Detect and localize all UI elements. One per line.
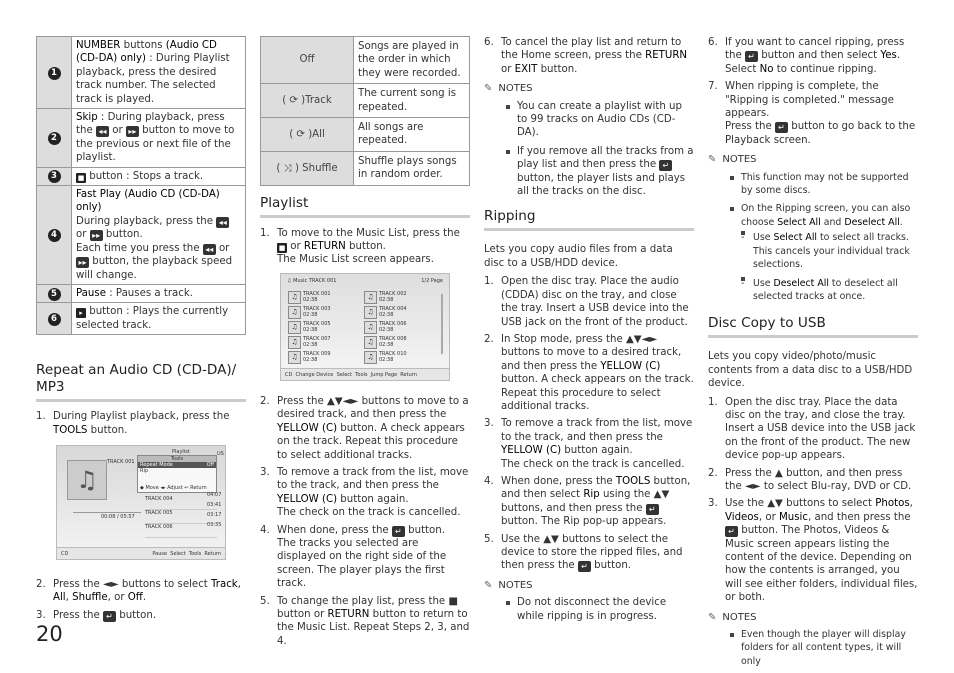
- playlist-step-6: [484, 36, 694, 76]
- track-name: TRACK 008: [379, 335, 407, 342]
- list-item: 5. To change the play list, press the ■ button or RETURN button to return to the Music List. Repeat Steps 2, 3, and 4.: [260, 595, 470, 647]
- music-file-icon: ♫: [288, 336, 301, 349]
- pencil-icon: ✎: [708, 611, 717, 623]
- number-badge: 1: [48, 67, 61, 80]
- music-note-icon: ♫: [67, 460, 107, 500]
- notes-label: ✎ NOTES: [708, 154, 757, 166]
- next-icon: ▸▸: [126, 126, 139, 137]
- ripping-steps: [484, 275, 694, 573]
- track-time: 02:38: [379, 326, 394, 333]
- footer-return: Return: [400, 371, 417, 378]
- table-row: [261, 151, 470, 185]
- list-item: 1. Open the disc tray. Place the data disc on the tray, and close the tray. Insert a USB device into the USB jack on the front of the product. The new device pop-up appears.: [708, 396, 916, 462]
- list-item: Do not disconnect the device while ripping is in progress.: [501, 596, 694, 623]
- repeat-mode: ( ⟳ )Track: [261, 84, 354, 118]
- list-item[interactable]: [364, 320, 434, 334]
- column-2: [260, 36, 470, 652]
- list-item[interactable]: TRACK 004: [145, 496, 217, 510]
- button-function-table: [36, 36, 246, 335]
- list-item[interactable]: [288, 305, 358, 319]
- enter-icon: ↵: [392, 526, 405, 537]
- footer-source: CD: [285, 371, 293, 378]
- list-item: 6. If you want to cancel ripping, press the ↵ button and then select Yes. Select No to continue ripping.: [708, 37, 905, 75]
- ripping-notes: [501, 596, 694, 623]
- music-file-icon: ♫: [288, 306, 301, 319]
- mode-description: All songs are repeated.: [354, 118, 470, 152]
- number-badge: 5: [48, 288, 61, 301]
- list-item[interactable]: [288, 320, 358, 334]
- repeat-heading: Repeat an Audio CD (CD-DA)/ MP3: [36, 362, 246, 402]
- repeat-steps-list: [36, 410, 246, 437]
- play-icon: ▸: [76, 308, 86, 318]
- elapsed-time: 00:08 / 05:57: [101, 513, 135, 520]
- bold-term: Select All: [777, 216, 821, 228]
- scrollbar[interactable]: [441, 294, 443, 354]
- list-item[interactable]: TRACK 006: [145, 524, 217, 538]
- notes-label: ✎ NOTES: [708, 611, 757, 623]
- bold-term: YELLOW (C): [600, 360, 661, 372]
- music-file-icon: ♫: [364, 336, 377, 349]
- track-time: 02:38: [379, 311, 394, 318]
- row-number: [37, 186, 72, 285]
- row-number: [37, 37, 72, 109]
- list-item: If you remove all the tracks from a play list and then press the ↵ button, the player lists and plays all the tracks on the disc.: [501, 145, 694, 199]
- list-item: 3. To remove a track from the list, move to the track, and then press the YELLOW (C) button again. The check on the track is cancelled.: [484, 418, 693, 470]
- track-time: 02:38: [379, 341, 394, 348]
- music-file-icon: ♫: [364, 351, 377, 364]
- screen-title: Playlist: [172, 448, 190, 455]
- track-time: 04:07: [207, 491, 222, 498]
- playlist-heading: Playlist: [260, 195, 470, 218]
- enter-icon: ↵: [646, 504, 659, 515]
- enter-icon: ↵: [745, 51, 758, 62]
- playlist-screenshot: [56, 445, 226, 560]
- bold-term: Select All: [773, 232, 818, 244]
- footer-return: Return: [204, 550, 221, 557]
- bold-term: Pause: [76, 287, 106, 299]
- ripping-steps-cont: [708, 36, 918, 147]
- mode-description: The current song is repeated.: [354, 84, 470, 118]
- table-row: [37, 167, 246, 185]
- row-description: Pause : Pauses a track.: [72, 284, 246, 302]
- playlist-steps-1: [260, 227, 470, 267]
- bold-term: Track: [211, 578, 238, 590]
- music-file-icon: ♫: [364, 306, 377, 319]
- notes-label: ✎ NOTES: [484, 579, 533, 591]
- track-name: TRACK 002: [379, 290, 407, 297]
- track-time: 02:38: [379, 356, 394, 363]
- list-item: 1. During Playlist playback, press the TOOLS button.: [36, 411, 230, 436]
- list-item: 2. Press the ▲ button, and then press the ◄► to select Blu-ray, DVD or CD.: [708, 467, 912, 492]
- list-item: 2. Press the ◄► buttons to select Track, All, Shuffle, or Off.: [36, 578, 241, 604]
- track-name: TRACK 001: [303, 290, 331, 297]
- column-4: [708, 36, 918, 673]
- row-description: NUMBER buttons (Audio CD (CD-DA) only) : During Playlist playback, press the desired track number. The selected track is played.: [72, 37, 246, 109]
- row-description: ▸ button : Plays the currently selected track.: [72, 303, 246, 335]
- table-row: [261, 37, 470, 84]
- list-item[interactable]: [364, 335, 434, 349]
- row-description: Fast Play (Audio CD (CD-DA) only) During playback, press the ◂◂ or ▸▸ button. Each time you press the ◂◂ or ▸▸ button, the playback speed will change.: [72, 186, 246, 285]
- list-item: 4. When done, press the TOOLS button, and then select Rip using the ▲▼ buttons, and then press the ↵ button. The Rip pop-up appears.: [484, 475, 691, 528]
- return-hint: Return: [190, 484, 207, 491]
- footer-source: CD: [61, 550, 69, 557]
- tools-popup: [137, 455, 217, 493]
- disc-copy-heading: Disc Copy to USB: [708, 315, 918, 338]
- enter-icon: ↵: [659, 160, 672, 171]
- bold-term: RETURN: [327, 608, 370, 620]
- bold-term: All: [53, 592, 66, 604]
- bold-term: Rip: [583, 489, 600, 501]
- row-number: [37, 284, 72, 302]
- list-item: 3. Press the ↵ button.: [36, 609, 157, 621]
- row-description: ■ button : Stops a track.: [72, 167, 246, 185]
- track-name: TRACK 006: [379, 320, 407, 327]
- list-item[interactable]: TRACK 005: [145, 510, 217, 524]
- list-item: 3. Use the ▲▼ buttons to select Photos, Videos, or Music, and then press the ↵ button. The Photos, Videos & Music screen appears listing the content of the device. Depending on how the contents is arranged, you will see either folders, individual files, or both.: [708, 498, 918, 604]
- list-item[interactable]: [288, 290, 358, 304]
- list-item[interactable]: [364, 290, 434, 304]
- bold-term: Off: [127, 592, 143, 604]
- disc-copy-notes: [725, 628, 918, 668]
- column-3: [484, 36, 694, 628]
- number-badge: 4: [48, 229, 61, 242]
- bold-term: NUMBER: [76, 40, 121, 51]
- repeat-mode-table: [260, 36, 470, 186]
- track-time: 02:38: [379, 296, 394, 303]
- repeat-mode: ( ⤨ ) Shuffle: [261, 151, 354, 185]
- table-row: [37, 109, 246, 168]
- bold-term: TOOLS: [53, 424, 88, 436]
- grid-row: [288, 335, 438, 350]
- track-time: 03:41: [207, 501, 222, 508]
- list-item: 4. When done, press the ↵ button. The tracks you selected are displayed on the right side of the screen. The player plays the first track.: [260, 524, 447, 590]
- list-item: - Use Select All to select all tracks. This cancels your individual track selections.: [741, 231, 918, 271]
- bold-term: EXIT: [514, 63, 538, 75]
- music-file-icon: ♫: [288, 351, 301, 364]
- bold-term: Photos: [875, 498, 910, 510]
- footer-select: Select: [170, 550, 186, 557]
- bold-term: Deselect All: [773, 277, 829, 289]
- playlist-steps-2: [260, 395, 470, 648]
- track-time: 03:35: [207, 521, 222, 528]
- list-item: 6. To cancel the play list and return to the Home screen, press the RETURN or EXIT button.: [484, 37, 688, 75]
- list-item[interactable]: [364, 305, 434, 319]
- screen-header: ♫ Music TRACK 001: [287, 277, 337, 284]
- repeat-mode: ( ⟳ )All: [261, 118, 354, 152]
- bold-term: No: [759, 63, 774, 75]
- repeat-mode-label: Repeat Mode: [140, 461, 173, 468]
- footer-tools: Tools: [188, 550, 202, 557]
- pencil-icon: ✎: [708, 154, 717, 166]
- bold-term: Videos: [725, 511, 759, 523]
- list-item: 3. To remove a track from the list, move to the track, and then press the YELLOW (C) button again. The check on the track is cancelled.: [260, 466, 469, 519]
- enter-icon: ↵: [725, 526, 738, 537]
- bold-term: Shuffle: [72, 592, 108, 604]
- bold-term: Deselect All: [844, 216, 900, 228]
- row-number: [37, 109, 72, 168]
- grid-row: [288, 290, 438, 305]
- music-file-icon: ♫: [364, 291, 377, 304]
- screen-track: TRACK 001: [107, 458, 135, 465]
- track-name: TRACK 004: [379, 305, 407, 312]
- bold-term: RETURN: [303, 241, 346, 253]
- list-item[interactable]: [288, 350, 358, 364]
- music-file-icon: ♫: [288, 321, 301, 334]
- track-name: TRACK 010: [379, 350, 407, 357]
- bold-term: Yes: [880, 50, 897, 62]
- screen-footer: [57, 547, 225, 559]
- enter-icon: ↵: [775, 122, 788, 133]
- bold-term: Skip: [76, 112, 98, 124]
- list-item: 5. Use the ▲▼ buttons to select the device to store the ripped files, and then press the ↵ button.: [484, 533, 683, 572]
- ripping-notes-2: [725, 171, 918, 304]
- footer-pause: Pause: [152, 550, 168, 557]
- page-number: 20: [36, 622, 63, 646]
- playlist-notes: [501, 100, 694, 199]
- list-item[interactable]: [288, 335, 358, 349]
- list-item: 7. When ripping is complete, the "Ripping is completed." message appears. Press the ↵ button to go back to the Playback screen.: [708, 81, 916, 146]
- page-indicator: 1/2 Page: [421, 277, 443, 284]
- tools-title: Tools: [138, 456, 216, 462]
- table-row: [37, 186, 246, 285]
- table-row: [261, 118, 470, 152]
- bold-term: (Audio CD (CD-DA) only): [76, 40, 217, 65]
- row-description: Skip : During playback, press the ◂◂ or ▸▸ button to move to the previous or next file of the playlist.: [72, 109, 246, 168]
- table-row: [37, 37, 246, 109]
- bold-term: Music: [779, 511, 808, 523]
- footer-tools: Tools: [355, 371, 368, 378]
- rewind-icon: ◂◂: [216, 217, 229, 228]
- row-number: [37, 167, 72, 185]
- screen-side: US: [217, 450, 224, 457]
- bold-term: TOOLS: [615, 475, 651, 487]
- track-name: TRACK 009: [303, 350, 331, 357]
- list-item: 1. To move to the Music List, press the ■ or RETURN button. The Music List screen appears.: [260, 227, 460, 266]
- adjust-hint: Adjust: [167, 484, 183, 491]
- list-item: 1. Open the disc tray. Place the audio (CDDA) disc on the tray, and close the tray. Insert a USB device into the USB jack on the front of the product.: [484, 276, 689, 328]
- fast-forward-icon: ▸▸: [76, 257, 89, 268]
- screen-sub: TRACK 001: [308, 277, 337, 284]
- footer-change-device: Change Device: [295, 371, 334, 378]
- fast-forward-icon: ▸▸: [90, 230, 103, 241]
- list-item: On the Ripping screen, you can also choose Select All and Deselect All. - Use Select All to select all tracks. This cancels your individual track selections. - Use Deselect All to deselect all selected tracks at once.: [725, 202, 918, 303]
- bold-term: YELLOW (C): [277, 493, 338, 505]
- repeat-mode: Off: [261, 37, 354, 84]
- bold-term: YELLOW (C): [277, 422, 338, 434]
- grid-row: [288, 305, 438, 320]
- music-file-icon: ♫: [288, 291, 301, 304]
- ripping-intro: Lets you copy audio files from a data disc to a USB/HDD device.: [484, 244, 673, 269]
- row-number: [37, 303, 72, 335]
- track-time: 02:38: [303, 296, 318, 303]
- list-item: Even though the player will display folders for all content types, it will only: [725, 628, 918, 668]
- table-row: [37, 303, 246, 335]
- list-item: - Use Deselect All to deselect all selected tracks at once.: [741, 277, 918, 304]
- footer-select: Select: [336, 371, 352, 378]
- repeat-steps-list-2: [36, 578, 246, 622]
- column-1: [36, 36, 246, 626]
- stop-icon: ■: [278, 244, 286, 253]
- track-time: 02:38: [303, 356, 318, 363]
- disc-copy-steps: [708, 396, 918, 605]
- number-badge: 6: [48, 313, 61, 326]
- previous-icon: ◂◂: [96, 126, 109, 137]
- number-badge: 2: [48, 132, 61, 145]
- list-item: You can create a playlist with up to 99 tracks on Audio CDs (CD-DA).: [501, 100, 694, 140]
- screen-title: Music: [293, 277, 308, 284]
- music-file-icon: ♫: [364, 321, 377, 334]
- table-row: [37, 284, 246, 302]
- sub-notes: [741, 231, 918, 303]
- rip-option[interactable]: Rip: [140, 467, 149, 474]
- bold-term: Fast Play (Audio CD (CD-DA) only): [76, 189, 220, 214]
- enter-icon: ↵: [103, 611, 116, 622]
- disc-copy-intro: Lets you copy video/photo/music contents from a data disc to a USB/HDD device.: [708, 351, 913, 390]
- repeat-mode-value: Off: [206, 461, 214, 468]
- rewind-icon: ◂◂: [203, 244, 216, 255]
- music-list-screenshot: [280, 273, 450, 381]
- ripping-heading: Ripping: [484, 208, 694, 231]
- list-item[interactable]: [364, 350, 434, 364]
- track-time: 02:38: [303, 326, 318, 333]
- list-item: This function may not be supported by some discs.: [725, 171, 918, 198]
- pencil-icon: ✎: [484, 83, 493, 95]
- move-hint: Move: [145, 484, 159, 491]
- bold-term: YELLOW (C): [501, 445, 562, 457]
- track-name: TRACK 007: [303, 335, 331, 342]
- mode-description: Songs are played in the order in which they were recorded.: [354, 37, 470, 84]
- enter-icon: ↵: [578, 561, 591, 572]
- track-time: 03:17: [207, 511, 222, 518]
- track-time: 02:38: [303, 311, 318, 318]
- time-column: [207, 492, 221, 532]
- mode-description: Shuffle plays songs in random order.: [354, 151, 470, 185]
- stop-icon: ■: [77, 173, 85, 182]
- notes-label: ✎ NOTES: [484, 83, 533, 95]
- tools-footer: ◆ Move ◂▸ Adjust ↩ Return: [140, 484, 207, 491]
- list-item: 2. Press the ▲▼◄► buttons to move to a desired track, and then press the YELLOW (C) button. A check appears on the track. Repeat this procedure to select additional tracks.: [260, 395, 469, 461]
- table-row: [261, 84, 470, 118]
- footer-jump-page: Jump Page: [370, 371, 398, 378]
- grid-row: [288, 350, 438, 365]
- progress-bar: [73, 512, 141, 513]
- bold-term: RETURN: [645, 50, 688, 62]
- track-name: TRACK 005: [303, 320, 331, 327]
- list-item: 2. In Stop mode, press the ▲▼◄► buttons to move to a desired track, and then press the YELLOW (C) button. A check appears on the track. Repeat this procedure to select additional tracks.: [484, 333, 694, 412]
- track-grid: [288, 290, 438, 365]
- track-name: TRACK 003: [303, 305, 331, 312]
- grid-row: [288, 320, 438, 335]
- track-time: 02:38: [303, 341, 318, 348]
- pencil-icon: ✎: [484, 579, 493, 591]
- screen-footer: [281, 368, 449, 380]
- number-badge: 3: [48, 170, 61, 183]
